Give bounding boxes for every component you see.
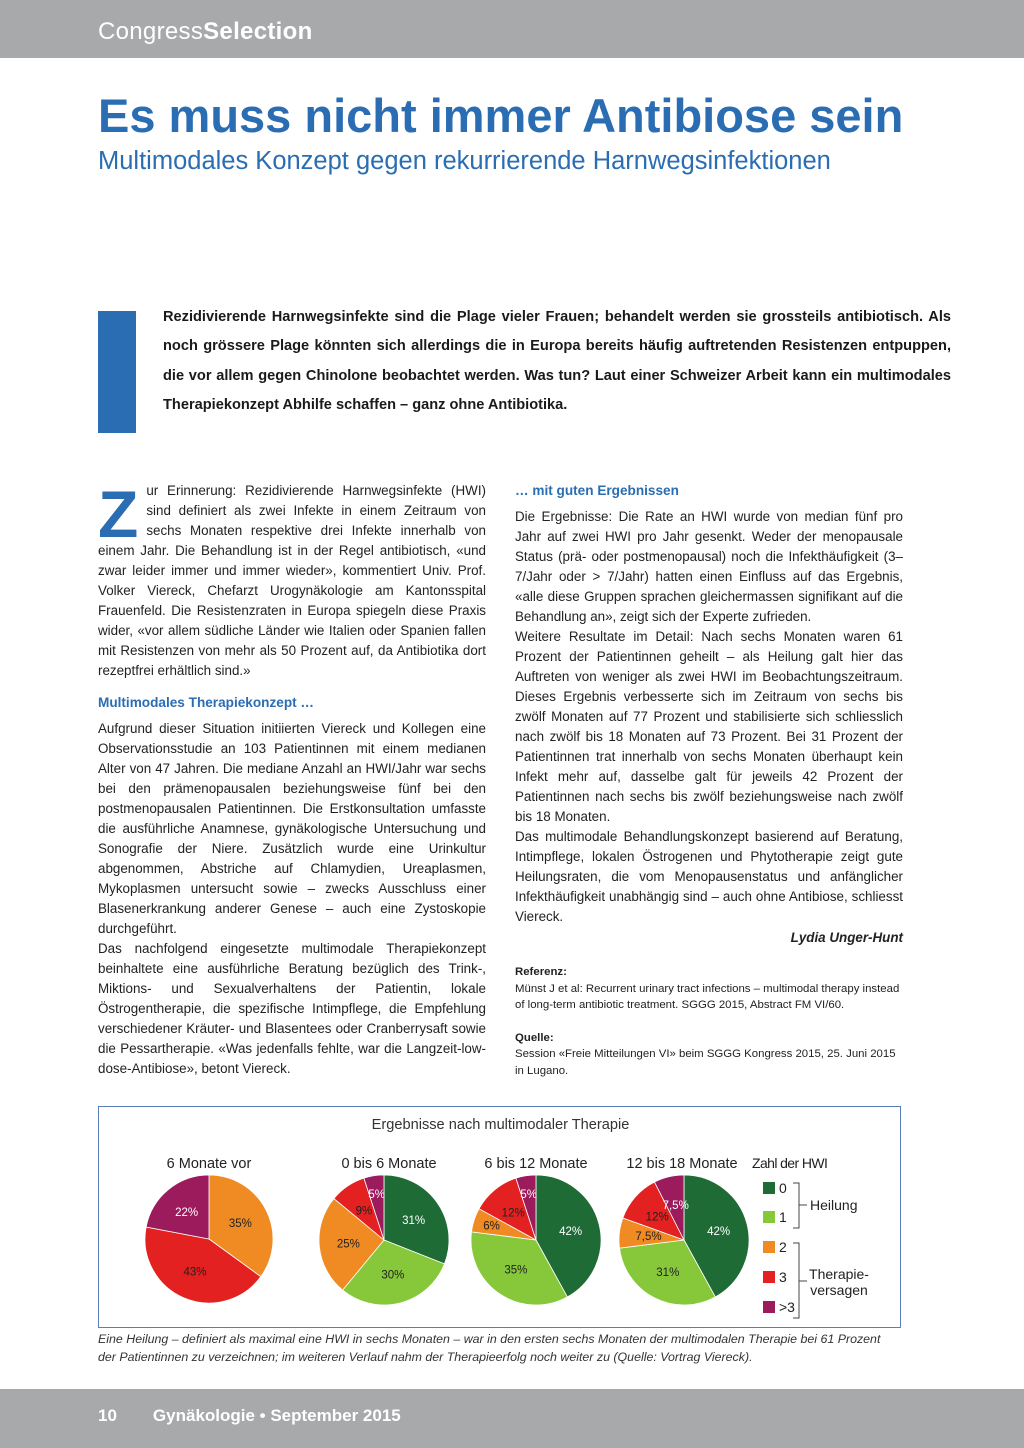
data-label: 42% — [559, 1226, 583, 1239]
paragraph: ur Erinnerung: Rezidivierende Harnwegsinfekte (HWI) sind definiert als zwei Infekte in einem Zeitraum von sechs Monaten respektive drei Infekte innerhalb von einem Jahr. Die Behandlung ist in der Regel antibiotisch, «und zwar leider immer und immer wieder», kommentiert Univ. Prof. Volker Viereck, Chefarzt Urogynäkologie am Kantonsspital Frauenfeld. Die Resistenzraten in Europa spiegeln diese Praxis wider, «vor allem südliche Länder wie Italien oder Spanien fallen mit Resistenzen von mehr als 50 Prozent auf, da Antibiotika dort rezeptfrei erhältlich sind.» — [98, 483, 486, 678]
group-label: Heilung — [810, 1197, 858, 1213]
pie-title: 0 bis 6 Monate — [341, 1156, 437, 1172]
author: Lydia Unger-Hunt — [790, 930, 903, 945]
legend-swatch — [763, 1182, 775, 1194]
pie-title: 6 bis 12 Monate — [484, 1156, 588, 1172]
data-label: 7,5% — [662, 1200, 689, 1213]
group-label: Therapie- — [809, 1266, 869, 1282]
pie-title: 6 Monate vor — [166, 1156, 252, 1172]
data-label: 43% — [183, 1266, 207, 1279]
data-label: 31% — [402, 1214, 426, 1227]
page-number: 10 — [98, 1406, 117, 1425]
header-bar — [0, 0, 1024, 58]
data-label: 42% — [707, 1226, 731, 1239]
brand-logo: CongressSelection — [98, 18, 313, 45]
bracket — [793, 1183, 807, 1228]
data-label: 7,5% — [635, 1231, 662, 1244]
data-label: 31% — [656, 1266, 680, 1279]
column-right — [515, 481, 903, 1079]
legend-title: Zahl der HWI — [752, 1155, 828, 1171]
lead-paragraph: Rezidivierende Harnwegsinfekte sind die Plage vieler Frauen; behandelt werden sie grossteils antibiotisch. Als noch grössere Plage könnten sich allerdings die in Europa bereits häufig auftretenden Resistenzen entpuppen, die vor allem gegen Chinolone beobachtet werden. Was tun? Laut einer Schweizer Arbeit kann ein multimodales Therapiekonzept Abhilfe schaffen – ganz ohne Antibiotika. — [163, 309, 951, 413]
data-label: 6% — [483, 1220, 500, 1233]
data-label: 5% — [368, 1188, 386, 1201]
reference-label: Referenz: — [515, 966, 567, 978]
pie-chart — [99, 1107, 899, 1325]
journal-info: Gynäkologie • September 2015 — [152, 1406, 401, 1425]
footer-bar — [0, 1389, 1024, 1448]
data-label: 9% — [355, 1205, 373, 1218]
data-label: 35% — [228, 1218, 252, 1230]
column-left — [98, 477, 486, 1079]
reference — [515, 964, 903, 1014]
data-label: 30% — [381, 1269, 405, 1282]
legend-label: 2 — [779, 1239, 787, 1255]
data-label: 12% — [645, 1211, 669, 1224]
legend-swatch — [763, 1301, 775, 1313]
data-label: 25% — [336, 1238, 360, 1251]
paragraph: Aufgrund dieser Situation initiierten Viereck und Kollegen eine Observationsstudie an 103 Patientinnen mit einem medianen Alter von 47 Jahren. Die mediane Anzahl an HWI/Jahr war sechs bei den prämenopausalen beziehungsweise fünf bei den postmenopausalen Patientinnen. Die Erstkonsultation umfasste die ausführliche Anamnese, gynäkologische Untersuchung und Sonografie der Niere. Zusätzlich wurde eine Urinkultur abgenommen, Abstriche auf Chlamydien, Ureaplasmen, Mykoplasmen untersucht sowie – zwecks Ausschluss einer Blasenerkrankung anderer Genese – auch eine Zystoskopie durchgeführt. — [98, 721, 486, 936]
footer — [98, 1406, 401, 1426]
pie-title: 12 bis 18 Monate — [626, 1156, 738, 1172]
article-title: Es muss nicht immer Antibiose sein — [98, 89, 904, 142]
legend-label: 0 — [779, 1180, 787, 1196]
source-text: Session «Freie Mitteilungen VI» beim SGGG Kongress 2015, 25. Juni 2015 in Lugano. — [515, 1048, 896, 1077]
source — [515, 1030, 903, 1080]
paragraph: Die Ergebnisse: Die Rate an HWI wurde von median fünf pro Jahr auf zwei HWI pro Jahr gesenkt. Weder der menopausale Status (prä- oder postmenopausal) noch die Infekthäufigkeit (3–7/Jahr oder > 7/Jahr) hatten einen Einfluss auf das Ergebnis, «alle diese Gruppen sprachen gleichermassen signifikant auf die Behandlung an», zeigt sich der Experte zufrieden. — [515, 509, 903, 624]
chart-title: Ergebnisse nach multimodaler Therapie — [371, 1117, 630, 1133]
paragraph: Das multimodale Behandlungskonzept basierend auf Beratung, Intimpflege, lokalen Östrogenen und Phytotherapie zeigt gute Heilungsraten, die vom Menopausenstatus und anfänglicher Infekthäufigkeit unabhängig sind – auch ohne Antibiose, schliesst Viereck. — [515, 829, 903, 924]
data-label: 12% — [501, 1207, 525, 1220]
data-label: 35% — [504, 1264, 528, 1277]
bracket — [793, 1243, 807, 1318]
data-label: 22% — [175, 1206, 199, 1219]
article-subtitle: Multimodales Konzept gegen rekurrierende Harnwegsinfektionen — [98, 147, 831, 175]
reference-text: Münst J et al: Recurrent urinary tract infections – multimodal therapy instead of long-term antibiotic treatment. SGGG 2015, Abstract FM VI/60. — [515, 982, 900, 1011]
chart-figure — [98, 1106, 901, 1328]
data-label: 5% — [520, 1188, 538, 1201]
drop-cap: Z — [98, 477, 139, 551]
group-label: versagen — [810, 1282, 868, 1298]
source-label: Quelle: — [515, 1031, 554, 1044]
lead-initial-bar — [98, 311, 136, 433]
legend-label: 1 — [779, 1209, 787, 1225]
section-heading: Multimodales Therapiekonzept … — [98, 695, 315, 710]
section-heading: … mit guten Ergebnissen — [515, 483, 679, 498]
paragraph: Das nachfolgend eingesetzte multimodale Therapiekonzept beinhaltete eine ausführliche Beratung bezüglich des Trink-, Miktions- und Sexualverhaltens der Patientin, lokale Östrogentherapie, die spezifische Intimpflege, die Empfehlung verschiedener Kräuter- und Blasentees oder Cranberrysaft sowie die Pessartherapie. «Was jedenfalls fehlte, war die Langzeit-low-dose-Antibiose», betont Viereck. — [98, 941, 486, 1076]
legend-label: >3 — [779, 1299, 795, 1315]
legend-swatch — [763, 1211, 775, 1223]
legend-label: 3 — [779, 1269, 787, 1285]
paragraph: Weitere Resultate im Detail: Nach sechs Monaten waren 61 Prozent der Patientinnen geheilt – als Heilung galt hier das Auftreten von weniger als zwei HWI im Beobachtungszeitraum. Dieses Ergebnis verbesserte sich im Zeitraum von sechs bis zwölf Monaten auf 77 Prozent und stabilisierte sich schliesslich nach zwölf bis 18 Monaten auf 73 Prozent. Bei 31 Prozent der Patientinnen trat innerhalb von sechs Monaten überhaupt kein Infekt mehr auf, dasselbe galt für jeweils 42 Prozent der Patientinnen nach sechs bis zwölf beziehungsweise nach zwölf bis 18 Monaten. — [515, 629, 903, 824]
figure-caption: Eine Heilung – definiert als maximal eine HWI in sechs Monaten – war in den ersten sechs Monaten der multimodalen Therapie bei 61 Prozent der Patientinnen zu verzeichnen; im weiteren Verlauf nahm der Therapieerfolg noch weiter zu (Quelle: Vortrag Viereck). — [98, 1332, 881, 1364]
legend-swatch — [763, 1241, 775, 1253]
legend-swatch — [763, 1271, 775, 1283]
